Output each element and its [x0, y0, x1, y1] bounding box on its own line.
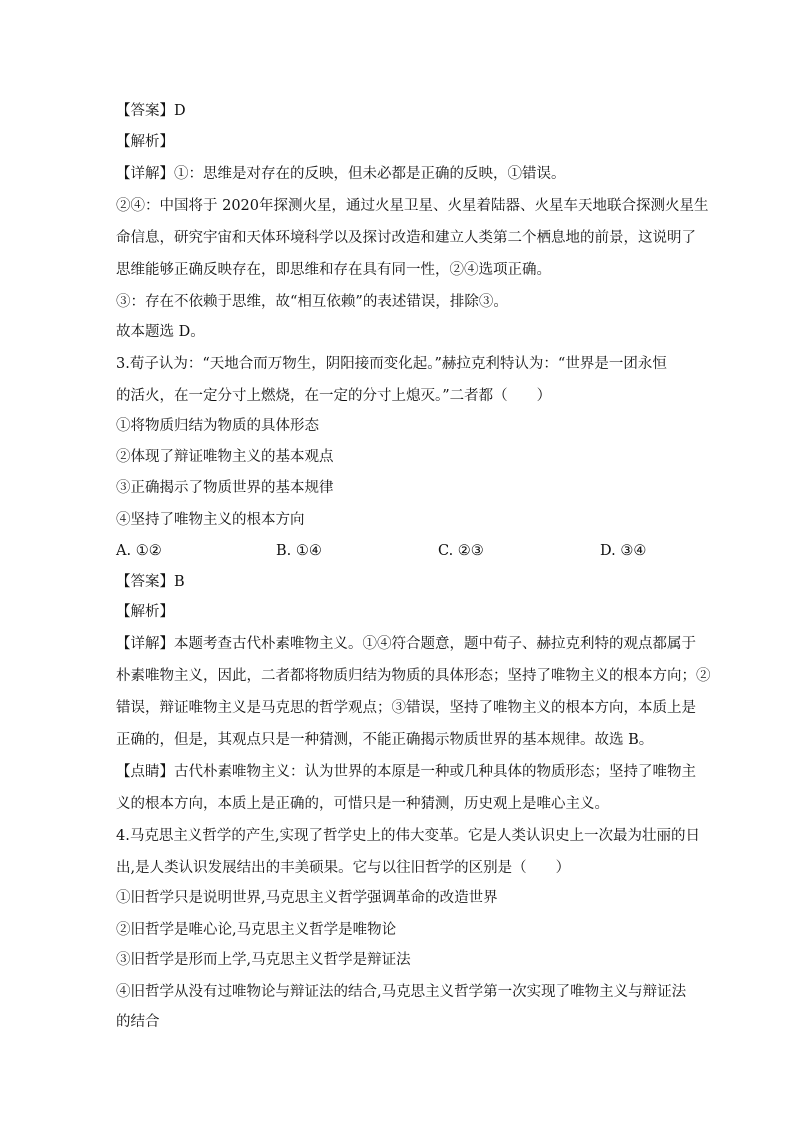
answer-option-c: C. ②③ [438, 543, 484, 559]
answer-option-d: D. ③④ [600, 543, 647, 559]
analysis-label: 【解析】 [116, 134, 174, 150]
detail-paragraph: 思维能够正确反映存在，即思维和存在具有同一性，②④选项正确。 [116, 262, 551, 278]
detail-paragraph: ③：存在不依赖于思维，故“相互依赖”的表述错误，排除③。 [116, 294, 508, 310]
statement-item: ②体现了辩证唯物主义的基本观点 [116, 449, 334, 465]
detail-paragraph: 【详解】本题考查古代朴素唯物主义。①④符合题意，题中荀子、赫拉克利特的观点都属于 [116, 636, 696, 652]
statement-item: ①旧哲学只是说明世界,马克思主义哲学强调革命的改造世界 [116, 890, 498, 906]
analysis-label: 【解析】 [116, 604, 174, 620]
conclusion-line: 故本题选 D。 [116, 324, 205, 340]
detail-paragraph: 错误，辩证唯物主义是马克思的哲学观点；③错误，坚持了唯物主义的根本方向，本质上是 [116, 700, 696, 716]
statement-item: ②旧哲学是唯心论,马克思主义哲学是唯物论 [116, 922, 397, 938]
detail-paragraph: 【详解】①：思维是对存在的反映，但未必都是正确的反映，①错误。 [116, 166, 566, 182]
answer-line: 【答案】B [116, 574, 185, 590]
detail-paragraph: 朴素唯物主义，因此，二者都将物质归结为物质的具体形态；坚持了唯物主义的根本方向；② [116, 668, 711, 684]
statement-item: 的结合 [116, 1014, 160, 1030]
answer-option-a: A. ①② [116, 543, 162, 559]
question-stem: 4.马克思主义哲学的产生,实现了哲学史上的伟大变革。它是人类认识史上一次最为壮丽的日 [116, 828, 700, 844]
question-stem: 出,是人类认识发展结出的丰美硕果。它与以往旧哲学的区别是（ ） [116, 860, 571, 876]
question-stem: 的活火，在一定分寸上燃烧，在一定的分寸上熄灭。”二者都（ ） [116, 388, 552, 404]
answer-option-b: B. ①④ [276, 543, 322, 559]
question-stem: 3.荀子认为：“天地合而万物生，阴阳接而变化起。”赫拉克利特认为：“世界是一团永恒 [116, 356, 667, 372]
statement-item: ④坚持了唯物主义的根本方向 [116, 512, 305, 528]
detail-paragraph: 命信息，研究宇宙和天体环境科学以及探讨改造和建立人类第二个栖息地的前景，这说明了 [116, 230, 696, 246]
tip-paragraph: 【点睛】古代朴素唯物主义：认为世界的本原是一种或几种具体的物质形态；坚持了唯物主 [116, 764, 696, 780]
detail-paragraph: ②④：中国将于 2020年探测火星，通过火星卫星、火星着陆器、火星车天地联合探测火星生 [116, 198, 709, 214]
tip-paragraph: 义的根本方向，本质上是正确的，可惜只是一种猜测，历史观上是唯心主义。 [116, 796, 609, 812]
statement-item: ③正确揭示了物质世界的基本规律 [116, 480, 334, 496]
answer-line: 【答案】D [116, 103, 186, 119]
statement-item: ③旧哲学是形而上学,马克思主义哲学是辩证法 [116, 952, 411, 968]
detail-paragraph: 正确的，但是，其观点只是一种猜测，不能正确揭示物质世界的基本规律。故选 B。 [116, 732, 654, 748]
statement-item: ④旧哲学从没有过唯物论与辩证法的结合,马克思主义哲学第一次实现了唯物主义与辩证法 [116, 984, 687, 1000]
statement-item: ①将物质归结为物质的具体形态 [116, 418, 319, 434]
